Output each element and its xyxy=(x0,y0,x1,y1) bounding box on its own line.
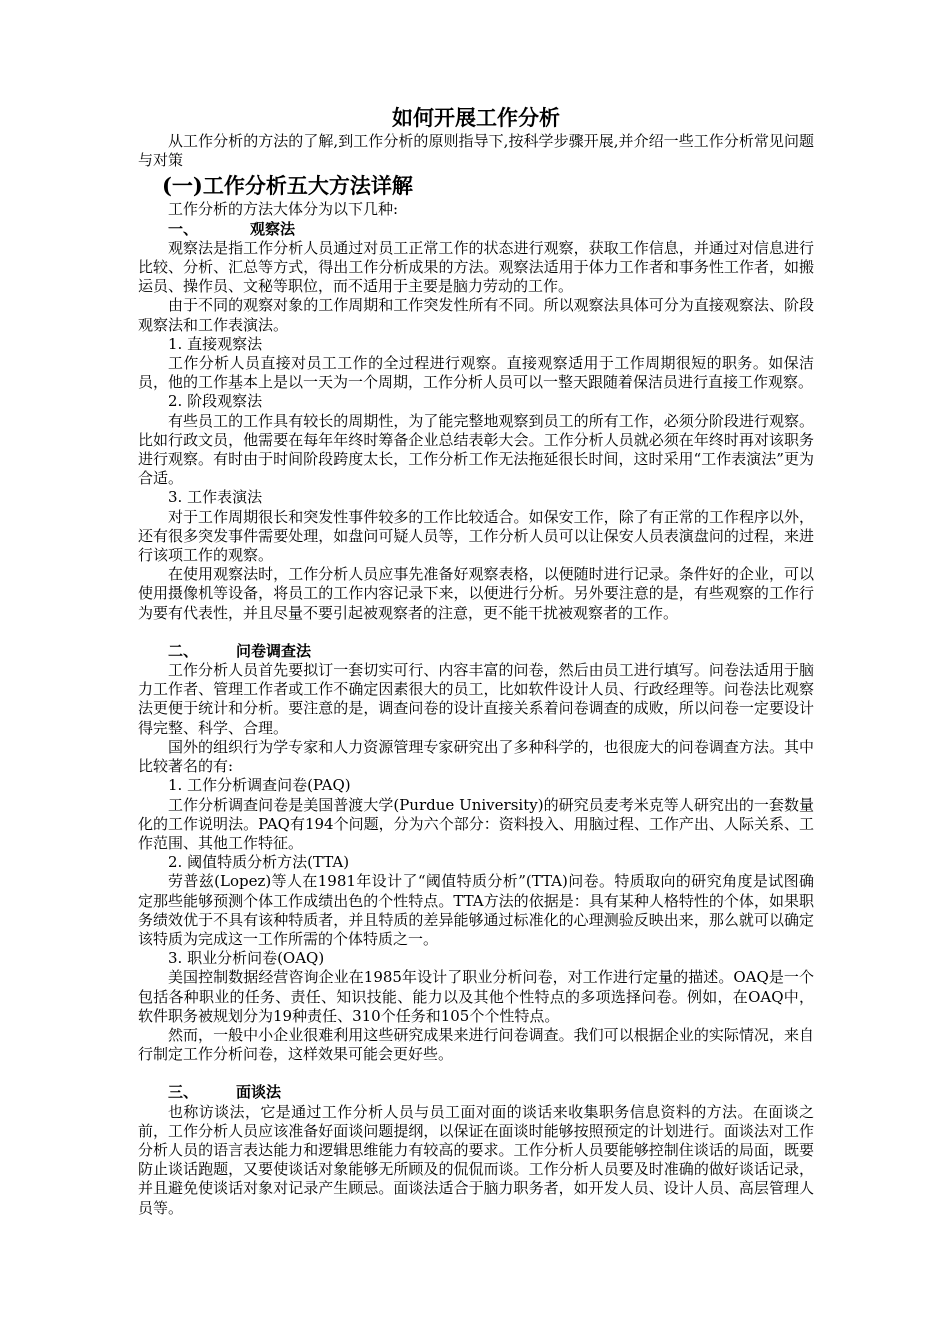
paragraph: 也称访谈法，它是通过工作分析人员与员工面对面的谈话来收集职务信息资料的方法。在面谈之前，工作分析人员应该准备好面谈问题提纲，以保证在面谈时能够按照预定的计划进行。面谈法对工作分析人员的语言表达能力和逻辑思维能力有较高的要求。工作分析人员要能够控制住谈话的局面，既要防止谈话跑题，又要使谈话对象能够无所顾及的侃侃而谈。工作分析人员要及时准确的做好谈话记录，并且避免使谈话对象对记录产生顾忌。面谈法适合于脑力职务者，如开发人员、设计人员、高层管理人员等。 xyxy=(138,1102,814,1217)
heading-questionnaire xyxy=(138,642,814,661)
spacer xyxy=(138,1064,814,1083)
subheading: 1. 工作分析调查问卷(PAQ) xyxy=(168,776,351,795)
intro-paragraph: 从工作分析的方法的了解,到工作分析的原则指导下,按科学步骤开展,并介绍一些工作分析常见问题与对策 xyxy=(138,132,814,170)
subheading: 2. 阈值特质分析方法(TTA) xyxy=(168,853,350,872)
paragraph: 有些员工的工作具有较长的周期性，为了能完整地观察到员工的所有工作，必须分阶段进行观察。比如行政文员，他需要在每年年终时筹备企业总结表彰大会。工作分析人员就必须在年终时再对该职务进行观察。有时由于时间阶段跨度太长，工作分析工作无法拖延很长时间，这时采用“工作表演法”更为合适。 xyxy=(138,411,814,488)
paragraph: 对于工作周期很长和突发性事件较多的工作比较适合。如保安工作，除了有正常的工作程序以外，还有很多突发事件需要处理，如盘问可疑人员等，工作分析人员可以让保安人员表演盘问的过程，来进行该项工作的观察。 xyxy=(138,507,814,565)
heading-number: 一、 xyxy=(168,219,199,238)
paragraph: 国外的组织行为学专家和人力资源管理专家研究出了多种科学的，也很庞大的问卷调查方法。其中比较著名的有: xyxy=(138,737,814,776)
paragraph: 然而，一般中小企业很难利用这些研究成果来进行问卷调查。我们可以根据企业的实际情况，来自行制定工作分析问卷，这样效果可能会更好些。 xyxy=(138,1025,814,1064)
heading-number: 二、 xyxy=(168,641,199,660)
paragraph: 工作分析人员首先要拟订一套切实可行、内容丰富的问卷，然后由员工进行填写。问卷法适用于脑力工作者、管理工作者或工作不确定因素很大的员工，比如软件设计人员、行政经理等。问卷法比观察法更便于统计和分析。要注意的是，调查问卷的设计直接关系着问卷调查的成败，所以问卷一定要设计得完整、科学、合理。 xyxy=(138,661,814,737)
page-title: 如何开展工作分析 xyxy=(392,105,560,130)
lead-paragraph: 工作分析的方法大体分为以下几种: xyxy=(168,200,399,219)
heading-observation xyxy=(138,220,814,239)
subheading: 3. 工作表演法 xyxy=(168,488,263,507)
heading-label: 问卷调查法 xyxy=(236,641,312,660)
paragraph: 由于不同的观察对象的工作周期和工作突发性所有不同。所以观察法具体可分为直接观察法、阶段观察法和工作表演法。 xyxy=(138,296,814,334)
paragraph: 劳普兹(Lopez)等人在1981年设计了“阈值特质分析”(TTA)问卷。特质取向的研究角度是试图确定那些能够预测个体工作成绩出色的个性特点。TTA方法的依据是：具有某种人格特性的个体，如果职务绩效优于不具有该种特质者，并且特质的差异能够通过标准化的心理测验反映出来，那么就可以确定该特质为完成这一工作所需的个体特质之一。 xyxy=(138,872,814,948)
subheading: 2. 阶段观察法 xyxy=(168,392,263,411)
heading-label: 观察法 xyxy=(250,219,296,238)
heading-label: 面谈法 xyxy=(236,1083,282,1102)
paragraph: 工作分析人员直接对员工工作的全过程进行观察。直接观察适用于工作周期很短的职务。如保洁员，他的工作基本上是以一天为一个周期，工作分析人员可以一整天跟随着保洁员进行直接工作观察。 xyxy=(138,354,814,392)
paragraph: 观察法是指工作分析人员通过对员工正常工作的状态进行观察，获取工作信息，并通过对信息进行比较、分析、汇总等方式，得出工作分析成果的方法。观察法适用于体力工作者和事务性工作者，如搬运员、操作员、文秘等职位，而不适用于主要是脑力劳动的工作。 xyxy=(138,238,814,296)
heading-number: 三、 xyxy=(168,1083,199,1102)
paragraph: 工作分析调查问卷是美国普渡大学(Purdue University)的研究员麦考米克等人研究出的一套数量化的工作说明法。PAQ有194个问题，分为六个部分：资料投入、用脑过程、工作产出、人际关系、工作范围、其他工作特征。 xyxy=(138,795,814,852)
heading-interview xyxy=(138,1083,814,1102)
paragraph: 在使用观察法时，工作分析人员应事先准备好观察表格，以便随时进行记录。条件好的企业，可以使用摄像机等设备，将员工的工作内容记录下来，以便进行分析。另外要注意的是，有些观察的工作行为要有代表性，并且尽量不要引起被观察者的注意，更不能干扰被观察者的工作。 xyxy=(138,565,814,622)
subheading: 1. 直接观察法 xyxy=(168,334,263,353)
paragraph: 美国控制数据经营咨询企业在1985年设计了职业分析问卷，对工作进行定量的描述。OAQ是一个包括各种职业的任务、责任、知识技能、能力以及其他个性特点的多项选择问卷。例如，在OAQ中，软件职务被规划分为19种责任、310个任务和105个个性特点。 xyxy=(138,968,814,1025)
section-title: (一)工作分析五大方法详解 xyxy=(162,173,413,199)
subheading: 3. 职业分析问卷(OAQ) xyxy=(168,949,325,968)
document-page xyxy=(138,104,814,1218)
spacer xyxy=(138,623,814,642)
